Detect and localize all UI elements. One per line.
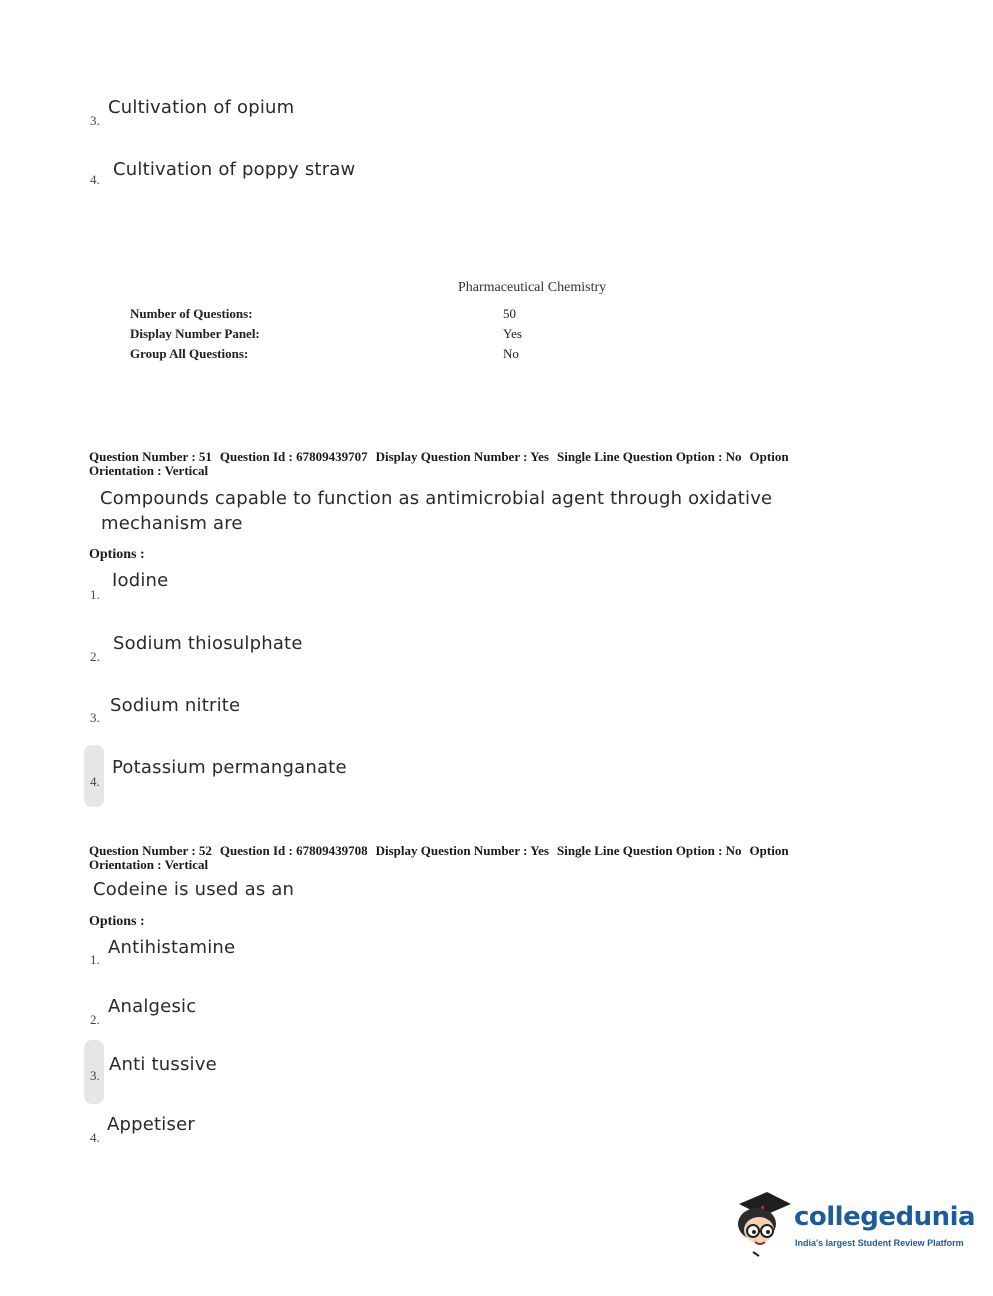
section-value-group: No xyxy=(503,346,519,361)
question-meta xyxy=(89,844,797,858)
meta-display-number: Display Question Number : Yes xyxy=(375,449,549,464)
option-antihistamine: Antihistamine xyxy=(108,937,236,958)
meta-question-id: Question Id : 67809439707 xyxy=(219,449,368,464)
question-text-line1: Compounds capable to function as antimicrobial agent through oxidative xyxy=(100,488,773,509)
option-number: 2. xyxy=(90,1012,100,1027)
question-meta xyxy=(89,450,797,464)
option-iodine: Iodine xyxy=(112,570,169,591)
meta-question-number: Question Number : 51 xyxy=(89,449,212,464)
option-number: 1. xyxy=(90,952,100,967)
logo-brand: collegedunia xyxy=(794,1202,976,1232)
option-sodium-thiosulphate: Sodium thiosulphate xyxy=(113,633,303,654)
option-text: Cultivation of opium xyxy=(108,97,295,118)
question-text-line2: mechanism are xyxy=(101,513,243,534)
meta-option: Option xyxy=(749,449,789,464)
option-anti-tussive: Anti tussive xyxy=(109,1054,217,1075)
option-number: 3. xyxy=(90,1068,100,1083)
section-label-questions: Number of Questions: xyxy=(130,306,253,321)
question-meta-orientation: Orientation : Vertical xyxy=(89,463,209,478)
option-sodium-nitrite: Sodium nitrite xyxy=(110,695,241,716)
logo-tagline: India's largest Student Review Platform xyxy=(795,1238,964,1248)
options-label: Options : xyxy=(89,547,145,562)
section-label-panel: Display Number Panel: xyxy=(130,326,260,341)
option-number: 3. xyxy=(90,710,100,725)
option-number: 1. xyxy=(90,587,100,602)
meta-question-number: Question Number : 52 xyxy=(89,843,212,858)
question-meta-orientation: Orientation : Vertical xyxy=(89,857,209,872)
meta-option: Option xyxy=(749,843,789,858)
options-label: Options : xyxy=(89,914,145,929)
collegedunia-logo xyxy=(733,1188,976,1260)
meta-display-number: Display Question Number : Yes xyxy=(375,843,549,858)
section-label-group: Group All Questions: xyxy=(130,346,249,361)
option-potassium-permanganate: Potassium permanganate xyxy=(112,757,347,778)
option-number: 4. xyxy=(90,774,100,789)
meta-single-line: Single Line Question Option : No xyxy=(556,843,742,858)
mascot-icon xyxy=(733,1188,793,1260)
question-text-line1: Codeine is used as an xyxy=(93,879,295,900)
option-text: Cultivation of poppy straw xyxy=(113,159,356,180)
option-number: 2. xyxy=(90,649,100,664)
meta-question-id: Question Id : 67809439708 xyxy=(219,843,368,858)
section-title: Pharmaceutical Chemistry xyxy=(458,280,607,295)
option-analgesic: Analgesic xyxy=(108,996,197,1017)
section-value-panel: Yes xyxy=(503,326,522,341)
meta-single-line: Single Line Question Option : No xyxy=(556,449,742,464)
section-value-questions: 50 xyxy=(503,306,516,321)
option-number: 3. xyxy=(90,113,100,128)
option-number: 4. xyxy=(90,172,100,187)
option-number: 4. xyxy=(90,1130,100,1145)
option-appetiser: Appetiser xyxy=(107,1114,195,1135)
